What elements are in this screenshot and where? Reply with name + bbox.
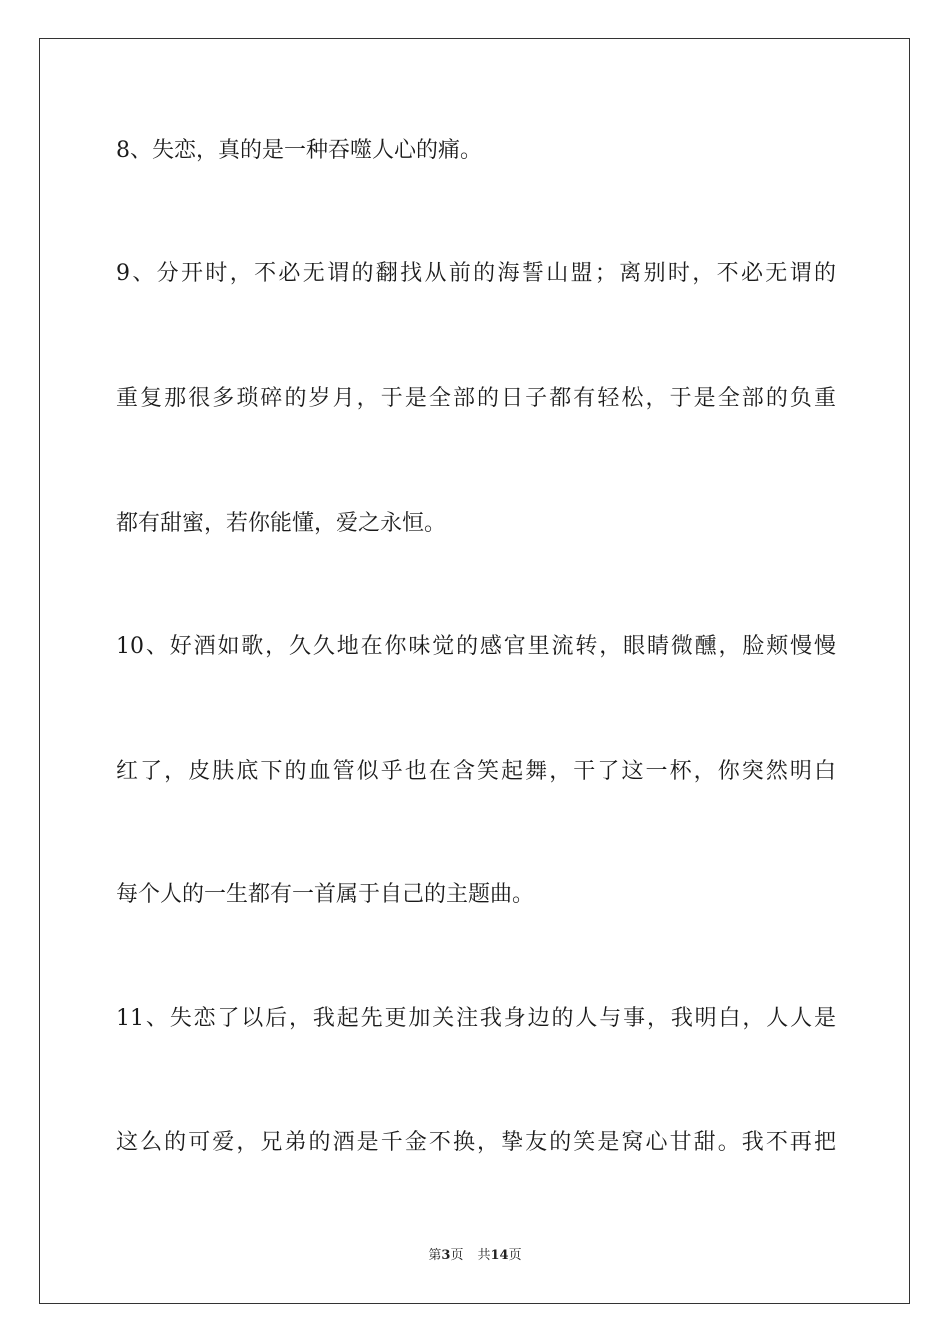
total-label-suffix: 页 — [508, 1248, 522, 1263]
page-label-prefix: 第 — [428, 1248, 442, 1263]
text-line-3: 重复那很多琐碎的岁月，于是全部的日子都有轻松，于是全部的负重 — [116, 386, 836, 411]
total-label-prefix: 共 — [477, 1248, 491, 1263]
text-line-1: 8、失恋，真的是一种吞噬人心的痛。 — [116, 138, 482, 163]
text-line-7: 每个人的一生都有一首属于自己的主题曲。 — [116, 882, 535, 907]
page-label-suffix: 页 — [450, 1248, 464, 1263]
text-line-4: 都有甜蜜，若你能懂，爱之永恒。 — [116, 511, 447, 536]
text-line-5: 10、好酒如歌，久久地在你味觉的感官里流转，眼睛微醺，脸颊慢慢 — [116, 634, 836, 659]
text-line-9: 这么的可爱，兄弟的酒是千金不换，挚友的笑是窝心甘甜。我不再把 — [116, 1130, 836, 1155]
text-line-8: 11、失恋了以后，我起先更加关注我身边的人与事，我明白，人人是 — [116, 1006, 836, 1031]
page-border — [39, 38, 910, 1304]
text-line-2: 9、分开时，不必无谓的翻找从前的海誓山盟；离别时，不必无谓的 — [116, 261, 836, 286]
total-page-count: 14 — [490, 1248, 509, 1263]
text-line-6: 红了，皮肤底下的血管似乎也在含笑起舞，干了这一杯，你突然明白 — [116, 759, 836, 784]
page-footer — [0, 1247, 950, 1265]
current-page-number: 3 — [441, 1248, 451, 1263]
